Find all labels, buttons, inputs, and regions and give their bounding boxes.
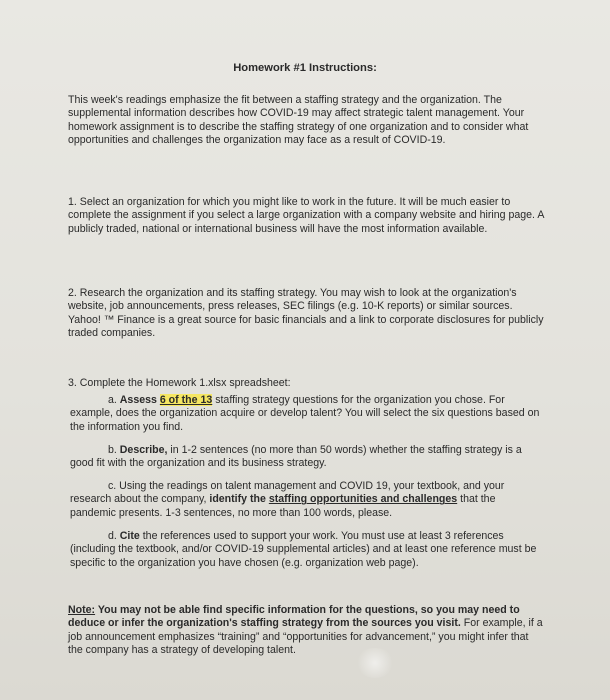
substep-d-text: the references used to support your work. You must use at least 3 references (including the textbook, and/or COVID-19 supplemental articles) and at least one reference must be specific to the organization you have chosen (e.g. organization web page). — [70, 530, 537, 569]
substep-c-underline: staffing opportunities and challenges — [268, 493, 458, 506]
substep-a-prefix: a. — [108, 394, 120, 406]
substep-b-bold: Describe, — [119, 444, 168, 456]
step-3-heading: 3. Complete the Homework 1.xlsx spreadsheet: — [68, 377, 291, 389]
note-text: For example, if a job announcement emphasizes “training” and “opportunities for advancement,” you might infer that the company has a strategy of developing talent. — [68, 617, 543, 657]
substep-b — [70, 444, 540, 471]
substep-b-text: in 1-2 sentences (no more than 50 words) whether the staffing strategy is a good fit with the organization and its business strategy. — [70, 444, 522, 470]
substep-c-text: c. Using the readings on talent management and COVID 19, your textbook, and your research about the company, — [70, 480, 505, 506]
step-1-paragraph: 1. Select an organization for which you might like to work in the future. It will be much easier to complete the assignment if you select a large organization with a company website and hiring page. A publicly traded, national or international business will have the most information available. — [68, 196, 544, 235]
substep-c-bold: identify the — [209, 493, 269, 506]
page-title: Homework #1 Instructions: — [233, 62, 377, 74]
substep-d-prefix: d. — [108, 530, 120, 542]
substep-c-text-end: that the pandemic presents. 1-3 sentences, no more than 100 words, please. — [70, 493, 496, 519]
substep-a-bold: Assess — [119, 394, 160, 406]
intro-paragraph: This week's readings emphasize the fit between a staffing strategy and the organization. The supplemental information describes how COVID-19 may affect strategic talent management. Your homework assignment is to describe the staffing strategy of one organization and to consider what opportunities and challenges the organization may face as a result of COVID-19. — [68, 94, 529, 147]
substep-d — [70, 530, 540, 570]
note-label: Note: — [68, 604, 96, 616]
substep-a-text: staffing strategy questions for the organization you chose. For example, does the organization acquire or develop talent? You will select the six questions based on the information you find. — [70, 394, 540, 433]
glare-spot — [355, 648, 395, 678]
substep-b-prefix: b. — [108, 444, 120, 456]
substep-a — [70, 394, 540, 434]
note-paragraph — [68, 604, 544, 658]
substep-d-bold: Cite — [119, 530, 140, 542]
highlighted-count: 6 of the 13 — [159, 394, 213, 406]
note-bold-text: You may not be able find specific information for the questions, so you may need to deduce or infer the organization's staffing strategy from the sources you visit. — [68, 604, 520, 630]
step-2-paragraph: 2. Research the organization and its staffing strategy. You may wish to look at the organization's website, job announcements, press releases, SEC filings (e.g. 10-K reports) or similar sources. Yahoo! ™ Finance is a great source for basic financials and a link to corporate disclosures for publicly traded companies. — [68, 287, 544, 340]
substep-c — [70, 480, 540, 520]
